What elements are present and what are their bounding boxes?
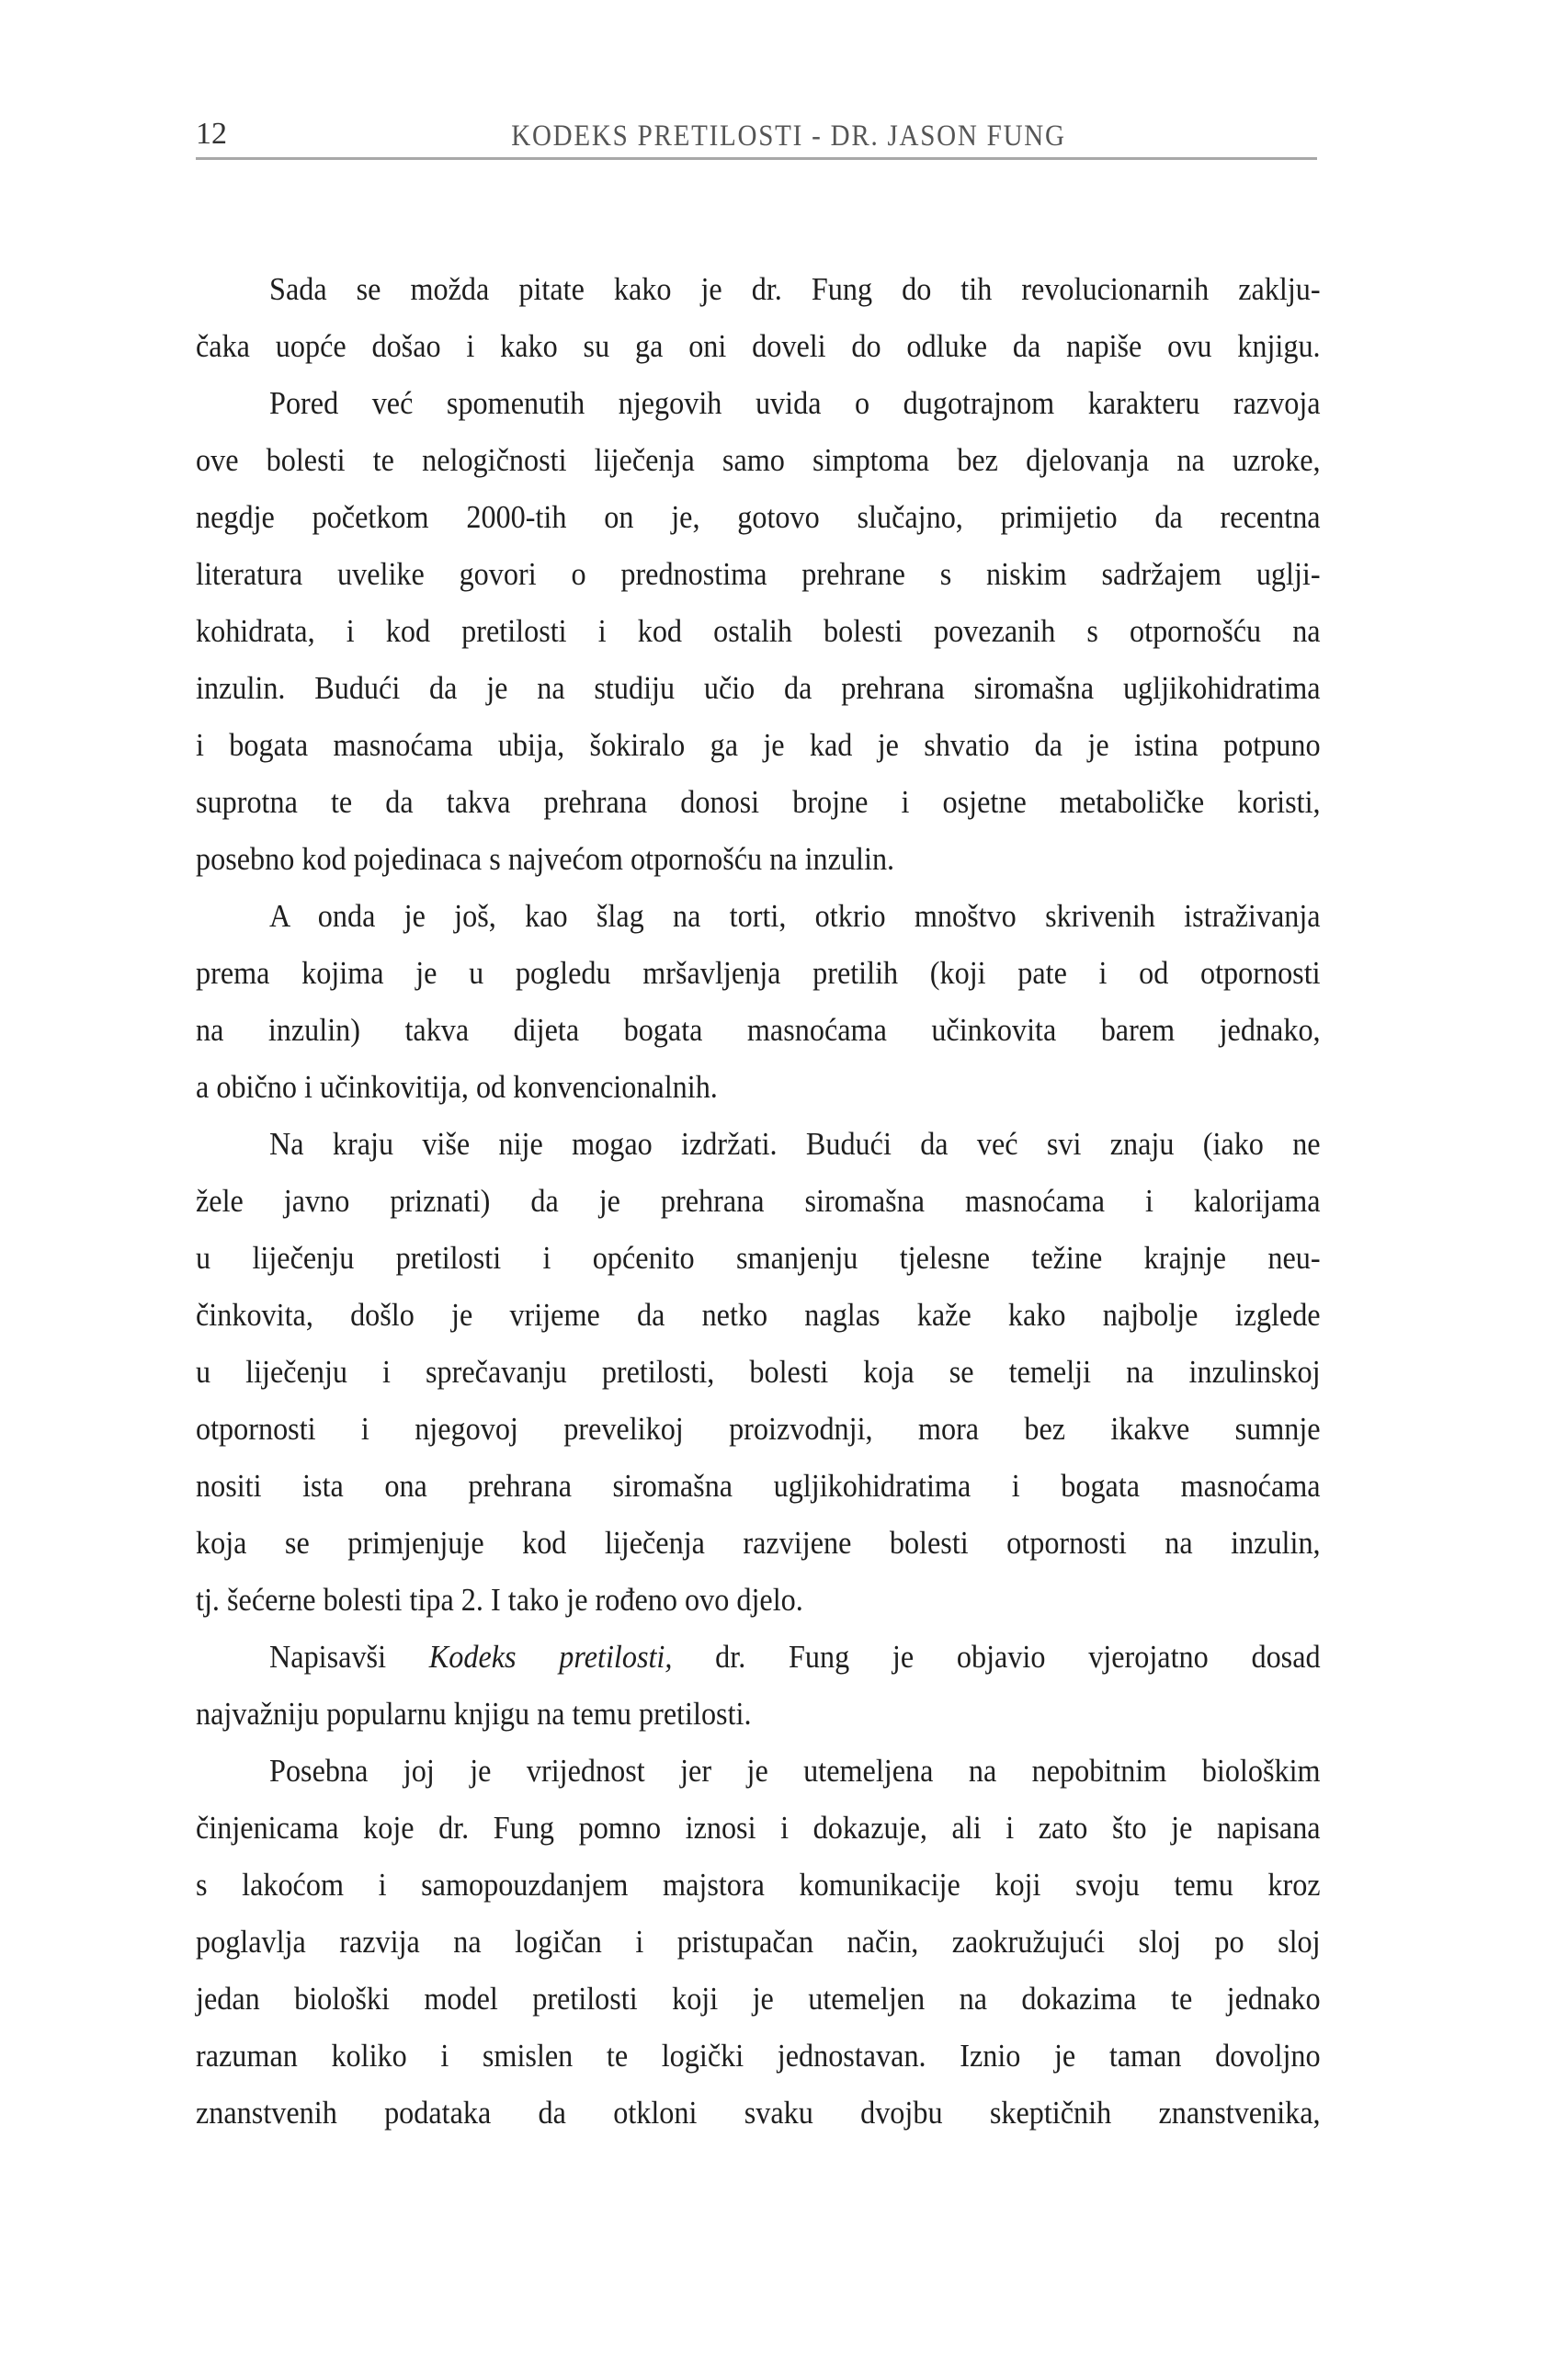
text-line: posebno kod pojedinaca s najvećom otpornošću na inzulin. <box>196 841 895 877</box>
text-line: otpornosti i njegovoj prevelikoj proizvodnji, mora bez ikakve sumnje <box>196 1411 1321 1447</box>
text-segment: dr. Fung je objavio vjerojatno dosad <box>672 1639 1321 1675</box>
book-title-italic: Kodeks pretilosti, <box>428 1639 673 1675</box>
text-line: A onda je još, kao šlag na torti, otkrio mnoštvo skrivenih istraživanja <box>269 898 1321 934</box>
text-line: najvažniju popularnu knjigu na temu pretilosti. <box>196 1696 752 1732</box>
header-divider <box>196 157 1317 160</box>
text-line: literatura uvelike govori o prednostima prehrane s niskim sadržajem uglji- <box>196 556 1321 592</box>
text-line: u liječenju i sprečavanju pretilosti, bolesti koja se temelji na inzulinskoj <box>196 1354 1321 1390</box>
text-line: poglavlja razvija na logičan i pristupačan način, zaokružujući sloj po sloj <box>196 1924 1321 1960</box>
text-line: razuman koliko i smislen te logički jednostavan. Iznio je taman dovoljno <box>196 2038 1321 2074</box>
text-line: inzulin. Budući da je na studiju učio da prehrana siromašna ugljikohidratima <box>196 670 1321 706</box>
text-line: Pored već spomenutih njegovih uvida o dugotrajnom karakteru razvoja <box>269 385 1321 421</box>
text-line: znanstvenih podataka da otkloni svaku dvojbu skeptičnih znanstvenika, <box>196 2095 1321 2131</box>
text-line: na inzulin) takva dijeta bogata masnoćama učinkovita barem jednako, <box>196 1012 1321 1048</box>
text-line: tj. šećerne bolesti tipa 2. I tako je rođeno ovo djelo. <box>196 1582 803 1618</box>
text-line: u liječenju pretilosti i općenito smanjenju tjelesne težine krajnje neu- <box>196 1240 1321 1276</box>
text-line: jedan biološki model pretilosti koji je utemeljen na dokazima te jednako <box>196 1981 1321 2017</box>
page-number: 12 <box>196 117 227 151</box>
text-segment: Napisavši <box>269 1639 429 1675</box>
text-line: žele javno priznati) da je prehrana siromašna masnoćama i kalorijama <box>196 1183 1321 1219</box>
text-line: Posebna joj je vrijednost jer je utemeljena na nepobitnim biološkim <box>269 1753 1321 1789</box>
text-line: Na kraju više nije mogao izdržati. Budući da već svi znaju (iako ne <box>269 1126 1321 1162</box>
text-line <box>196 1629 1321 1686</box>
text-line: suprotna te da takva prehrana donosi brojne i osjetne metaboličke koristi, <box>196 784 1321 820</box>
text-line: negdje početkom 2000-tih on je, gotovo slučajno, primijetio da recentna <box>196 499 1321 535</box>
text-line: činkovita, došlo je vrijeme da netko naglas kaže kako najbolje izglede <box>196 1297 1321 1333</box>
text-line: Sada se možda pitate kako je dr. Fung do tih revolucionarnih zaklju- <box>269 271 1321 307</box>
running-title: KODEKS PRETILOSTI - DR. JASON FUNG <box>511 119 1066 153</box>
text-line: nositi ista ona prehrana siromašna ugljikohidratima i bogata masnoćama <box>196 1468 1321 1504</box>
text-line: ove bolesti te nelogičnosti liječenja samo simptoma bez djelovanja na uzroke, <box>196 442 1321 478</box>
text-line: činjenicama koje dr. Fung pomno iznosi i dokazuje, ali i zato što je napisana <box>196 1810 1321 1846</box>
text-line: s lakoćom i samopouzdanjem majstora komunikacije koji svoju temu kroz <box>196 1867 1321 1903</box>
text-line: i bogata masnoćama ubija, šokiralo ga je kad je shvatio da je istina potpuno <box>196 727 1321 763</box>
text-line: prema kojima je u pogledu mršavljenja pretilih (koji pate i od otpornosti <box>196 955 1321 991</box>
page-header <box>196 108 1317 158</box>
body-text <box>196 261 1321 2142</box>
text-line: kohidrata, i kod pretilosti i kod ostalih bolesti povezanih s otpornošću na <box>196 613 1321 649</box>
text-line: čaka uopće došao i kako su ga oni doveli do odluke da napiše ovu knjigu. <box>196 328 1321 364</box>
text-line: a obično i učinkovitija, od konvencionalnih. <box>196 1069 718 1105</box>
text-line: koja se primjenjuje kod liječenja razvijene bolesti otpornosti na inzulin, <box>196 1525 1321 1561</box>
